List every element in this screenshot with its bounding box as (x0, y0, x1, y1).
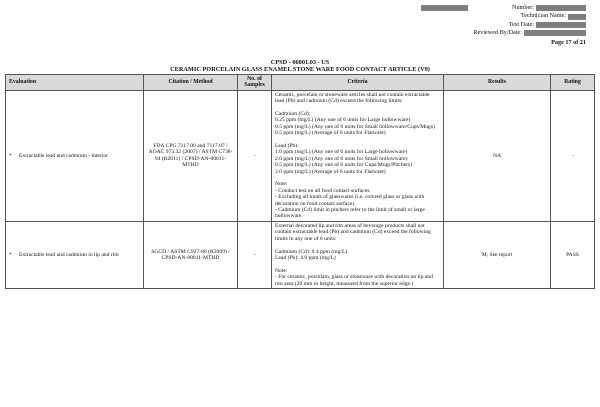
table-header-row (6, 75, 595, 91)
title-line-1: CPSD - 06001.03 - US (270, 59, 330, 66)
header-technician-label: Technician Name: (520, 12, 566, 20)
criteria-cell (272, 221, 444, 288)
col-header-samples: No. of Samples (238, 75, 272, 91)
redacted-value (568, 14, 586, 20)
criteria-line: Note: (275, 267, 288, 274)
redacted-value (536, 22, 586, 28)
table-row (6, 90, 595, 221)
criteria-line: Ceramic, porcelain or stoneware articles shall not contain extractable lead (Pb) and cadmium (Cd) exceed the following limits: (275, 91, 430, 105)
redacted-value (536, 5, 586, 11)
citation-cell: FDA CPG 7117.06 and 7117.07 / AOAC 973.32 (2007) / ASTM C738-94 (R2011) / CPSD-AN-00011-MTHD (144, 90, 238, 221)
results-cell: NA (444, 90, 551, 221)
header-technician-row (473, 12, 586, 20)
header-reviewed-row (473, 29, 586, 37)
criteria-line: 3.0 ppm (mg/L) (Average of 6 units for Flatware) (275, 168, 386, 175)
row-bullet: * (9, 251, 12, 258)
evaluation-text: Extractable lead and cadmium - interior (19, 152, 108, 159)
header-reviewed-label: Reviewed By/Date: (473, 29, 522, 37)
criteria-line: External decorated lip and rim areas of beverage products shall not contain extractable lead (Pb) and cadmium (Cd) exceed the following limits in any one of 6 units: (275, 222, 431, 242)
header-number-row (473, 4, 586, 12)
criteria-line: 0.5 ppm (mg/L) (Any one of 6 units for Cups/Mugs/Pitchers) (275, 162, 413, 169)
report-header (473, 4, 586, 47)
evaluation-text: Extractable lead and cadmium in lip and rim (19, 251, 119, 258)
samples-cell: - (238, 221, 272, 288)
criteria-line: 2.0 ppm (mg/L) (Any one of 6 units for Small hollowware) (275, 155, 408, 162)
rating-cell: PASS (551, 221, 595, 288)
criteria-line: Cadmium (Cd): 0.4 ppm (mg/L) (275, 248, 348, 255)
evaluation-cell (6, 90, 144, 221)
criteria-line: 0.5 ppm (mg/L) (Average of 6 units for Flatware) (275, 130, 386, 137)
citation-cell: SGCD / ASTM C927-80 (R2009) / CPSD-AN-00011-MTHD (144, 221, 238, 288)
col-header-evaluation: Evaluation (6, 75, 144, 91)
criteria-line: - For ceramic, porcelain, glass or stoneware with decoration on lip and rim area (20 mm in height, measured from the superior edge.) (275, 274, 433, 287)
evaluation-cell (6, 221, 144, 288)
criteria-line: Lead (Pb): 4.0 ppm (mg/L) (275, 254, 336, 261)
row-bullet: * (9, 152, 12, 159)
criteria-cell (272, 90, 444, 221)
criteria-line: Cadmium (Cd): (275, 111, 311, 118)
samples-cell: - (238, 90, 272, 221)
col-header-results: Results (444, 75, 551, 91)
criteria-line: 0.5 ppm (mg/L) (Any one of 6 units for Small hollowware/Cups/Mugs) (275, 123, 435, 130)
header-number-label: Number: (512, 4, 534, 11)
table-row (6, 221, 595, 288)
document-title (0, 60, 600, 74)
col-header-rating: Rating (551, 75, 595, 91)
criteria-line: 1.0 ppm (mg/L) (Any one of 6 units for Large hollowware) (275, 149, 408, 156)
col-header-citation: Citation / Method (144, 75, 238, 91)
criteria-line: Note: (275, 181, 288, 188)
criteria-line: - Excluding all kinds of glasswares (i.e. colored glass or glass with decoration on food contact surface). (275, 194, 425, 207)
criteria-line: 0.25 ppm (mg/L) (Any one of 6 units for Large hollowware) (275, 117, 411, 124)
header-test-date-label: Test Date: (508, 20, 534, 28)
col-header-criteria: Criteria (272, 75, 444, 91)
criteria-table (5, 74, 595, 289)
redacted-block (421, 5, 468, 11)
redacted-value (524, 30, 586, 36)
page-number: Page 17 of 21 (551, 38, 586, 46)
results-cell: M, See report (444, 221, 551, 288)
criteria-line: Lead (Pb): (275, 143, 299, 150)
criteria-line: - Conduct test on all food contact surfaces. (275, 187, 371, 194)
criteria-line: - Cadmium (Cd) limit in pitchers refer to the limit of small or large hollowware. (275, 207, 425, 220)
title-line-2: CERAMIC PORCELAIN GLASS ENAMEL STONE WARE FOOD CONTACT ARTICLE (V9) (170, 65, 430, 73)
rating-cell: - (551, 90, 595, 221)
header-test-date-row (473, 21, 586, 29)
